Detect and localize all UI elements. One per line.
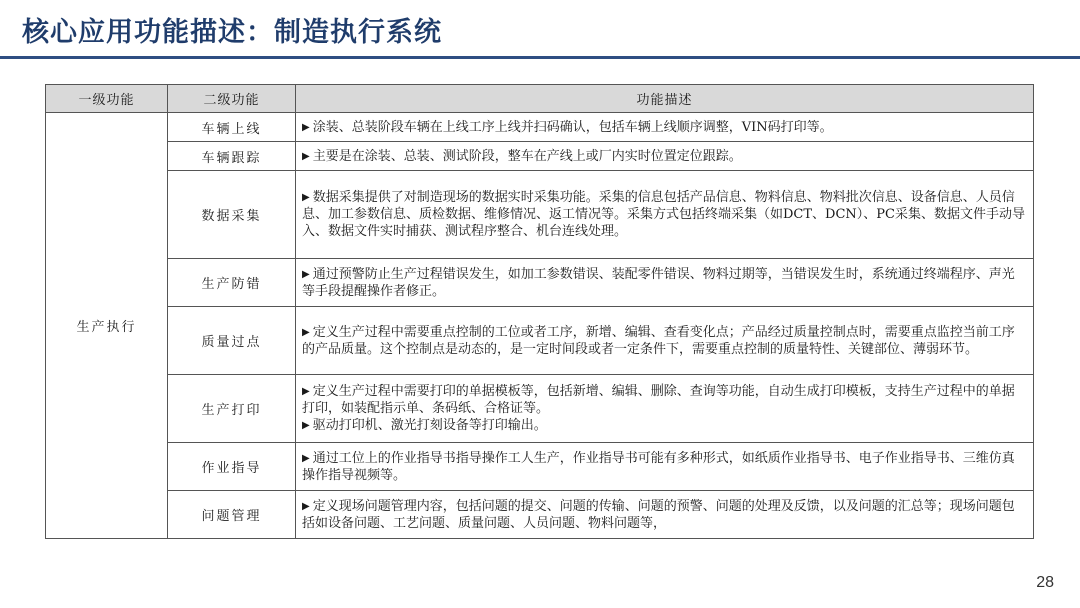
header-description: 功能描述: [296, 85, 1034, 113]
table-row: [46, 142, 1034, 171]
description-text: 定义生产过程中需要重点控制的工位或者工序，新增、编辑、查看变化点；产品经过质量控制点时，需要重点监控当前工序的产品质量。这个控制点是动态的，是一定时间段或者一定条件下，需要重点控制的质量特性、关键部位、薄弱环节。: [302, 324, 1015, 357]
level2-cell: 生产打印: [168, 375, 296, 443]
level2-cell: 问题管理: [168, 491, 296, 539]
table-row: [46, 259, 1034, 307]
description-bullet: [302, 450, 1027, 484]
description-bullet: [302, 383, 1027, 417]
description-bullet: [302, 417, 1027, 434]
description-text: 定义生产过程中需要打印的单据模板等，包括新增、编辑、删除、查询等功能，自动生成打印模板，支持生产过程中的单据打印，如装配指示单、条码纸、合格证等。: [302, 384, 1015, 416]
table-row: [46, 113, 1034, 142]
table-row: [46, 307, 1034, 375]
description-text: 涂装、总装阶段车辆在上线工序上线并扫码确认，包括车辆上线顺序调整，VIN码打印等。: [312, 119, 833, 135]
description-text: 定义现场问题管理内容，包括问题的提交、问题的传输、问题的预警、问题的处理及反馈，以及问题的汇总等；现场问题包括如设备问题、工艺问题、质量问题、人员问题、物料问题等，: [302, 498, 1015, 531]
description-bullet: [302, 266, 1027, 300]
page-number: 28: [1036, 574, 1054, 591]
triangle-right-icon: ▶: [302, 452, 310, 464]
description-cell: [296, 113, 1034, 142]
triangle-right-icon: ▶: [302, 121, 310, 133]
description-text: 主要是在涂装、总装、测试阶段，整车在产线上或厂内实时位置定位跟踪。: [312, 148, 742, 164]
table-header-row: [46, 85, 1034, 113]
description-cell: [296, 142, 1034, 171]
header-level1: 一级功能: [46, 85, 168, 113]
triangle-right-icon: ▶: [302, 192, 310, 203]
description-bullet: [302, 148, 1027, 165]
level2-cell: 车辆跟踪: [168, 142, 296, 171]
description-cell: [296, 307, 1034, 375]
level2-cell: 数据采集: [168, 171, 296, 259]
triangle-right-icon: ▶: [302, 500, 310, 512]
table-row: [46, 491, 1034, 539]
triangle-right-icon: ▶: [302, 150, 310, 162]
level2-cell: 作业指导: [168, 443, 296, 491]
table-row: [46, 443, 1034, 491]
description-text: 通过工位上的作业指导书指导操作工人生产，作业指导书可能有多种形式，如纸质作业指导书、电子作业指导书、三维仿真操作指导视频等。: [302, 450, 1015, 483]
description-cell: [296, 491, 1034, 539]
description-bullet: [302, 498, 1027, 532]
table-row: [46, 375, 1034, 443]
triangle-right-icon: ▶: [302, 268, 310, 280]
description-cell: [296, 443, 1034, 491]
description-text: 通过预警防止生产过程错误发生，如加工参数错误、装配零件错误、物料过期等，当错误发生时，系统通过终端程序、声光等手段提醒操作者修正。: [302, 266, 1015, 299]
triangle-right-icon: ▶: [302, 386, 310, 397]
function-table: [45, 84, 1034, 539]
description-bullet: [302, 189, 1027, 240]
table-row: [46, 171, 1034, 259]
level2-cell: 车辆上线: [168, 113, 296, 142]
description-text: 驱动打印机、激光打刻设备等打印输出。: [312, 418, 547, 433]
description-text: 数据采集提供了对制造现场的数据实时采集功能。采集的信息包括产品信息、物料信息、物料批次信息、设备信息、人员信息、加工参数信息、质检数据、维修情况、返工情况等。采集方式包括终端采集（如DCT、DCN）、PC采集、数据文件手动导入、数据文件实时捕获、测试程序整合、机台连线处理。: [302, 190, 1025, 239]
level2-cell: 质量过点: [168, 307, 296, 375]
description-cell: [296, 259, 1034, 307]
level2-cell: 生产防错: [168, 259, 296, 307]
description-bullet: [302, 119, 1027, 136]
title-underline: [0, 56, 1080, 59]
header-level2: 二级功能: [168, 85, 296, 113]
triangle-right-icon: ▶: [302, 420, 310, 431]
description-cell: [296, 375, 1034, 443]
page-title: 核心应用功能描述：制造执行系统: [22, 17, 442, 48]
description-bullet: [302, 324, 1027, 358]
level1-cell: 生产执行: [46, 113, 168, 539]
description-cell: [296, 171, 1034, 259]
triangle-right-icon: ▶: [302, 326, 310, 338]
